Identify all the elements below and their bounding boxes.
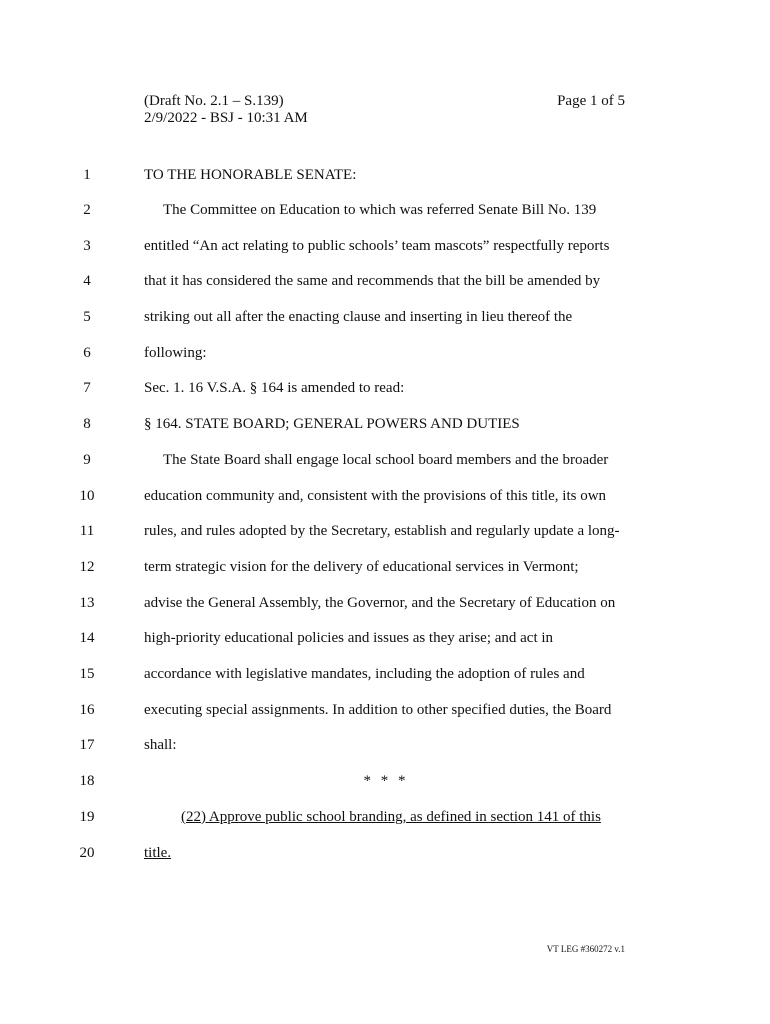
line-text: striking out all after the enacting clause and inserting in lieu thereof the <box>144 309 573 325</box>
line-number: 12 <box>79 559 95 575</box>
inserted-text: (22) Approve public school branding, as defined in section 141 of this <box>181 809 601 825</box>
document-line <box>0 556 770 578</box>
document-line <box>0 377 770 399</box>
line-number: 5 <box>83 309 91 325</box>
document-line <box>0 235 770 257</box>
line-number: 11 <box>79 523 95 539</box>
line-text: high-priority educational policies and issues as they arise; and act in <box>144 630 554 646</box>
document-line <box>0 485 770 507</box>
line-text: term strategic vision for the delivery of educational services in Vermont; <box>144 559 579 575</box>
line-text: education community and, consistent with the provisions of this title, its own <box>144 488 607 504</box>
line-number: 13 <box>79 595 95 611</box>
line-text: Sec. 1. 16 V.S.A. § 164 is amended to read: <box>144 380 405 396</box>
line-number: 4 <box>83 273 91 289</box>
line-text: advise the General Assembly, the Governor, and the Secretary of Education on <box>144 595 616 611</box>
line-text: following: <box>144 345 207 361</box>
line-number: 3 <box>83 238 91 254</box>
page-number: Page 1 of 5 <box>557 93 625 109</box>
document-line <box>0 627 770 649</box>
line-text: TO THE HONORABLE SENATE: <box>144 167 357 183</box>
line-text: entitled “An act relating to public schools’ team mascots” respectfully reports <box>144 238 610 254</box>
line-number: 20 <box>79 845 95 861</box>
document-line <box>0 806 770 828</box>
inserted-text: title. <box>144 845 172 861</box>
line-text: rules, and rules adopted by the Secretary, establish and regularly update a long- <box>144 523 620 539</box>
section-break: * * * <box>363 773 409 789</box>
document-line <box>0 842 770 864</box>
line-number: 2 <box>83 202 91 218</box>
line-text: executing special assignments. In addition to other specified duties, the Board <box>144 702 612 718</box>
line-number: 19 <box>79 809 95 825</box>
draft-header <box>144 93 308 127</box>
line-number: 10 <box>79 488 95 504</box>
section-heading: § 164. STATE BOARD; GENERAL POWERS AND DUTIES <box>144 416 520 432</box>
line-number: 15 <box>79 666 95 682</box>
line-number: 16 <box>79 702 95 718</box>
line-number: 7 <box>83 380 91 396</box>
line-number: 1 <box>83 167 91 183</box>
line-number: 6 <box>83 345 91 361</box>
line-text: accordance with legislative mandates, including the adoption of rules and <box>144 666 585 682</box>
document-line <box>0 413 770 435</box>
document-line <box>0 699 770 721</box>
line-text: shall: <box>144 737 177 753</box>
document-line <box>0 734 770 756</box>
document-footer-code: VT LEG #360272 v.1 <box>546 944 625 954</box>
document-line <box>0 449 770 471</box>
line-number: 17 <box>79 737 95 753</box>
line-text: The Committee on Education to which was referred Senate Bill No. 139 <box>163 202 597 218</box>
document-line <box>0 164 770 186</box>
document-line <box>0 199 770 221</box>
document-line <box>0 592 770 614</box>
line-number: 18 <box>79 773 95 789</box>
document-line <box>0 770 770 792</box>
document-line <box>0 520 770 542</box>
draft-date: 2/9/2022 - BSJ - 10:31 AM <box>144 110 308 126</box>
document-line <box>0 306 770 328</box>
document-line <box>0 342 770 364</box>
document-line <box>0 270 770 292</box>
line-text: The State Board shall engage local school board members and the broader <box>163 452 609 468</box>
draft-number: (Draft No. 2.1 – S.139) <box>144 93 284 109</box>
line-number: 9 <box>83 452 91 468</box>
document-line <box>0 663 770 685</box>
line-number: 8 <box>83 416 91 432</box>
line-text: that it has considered the same and recommends that the bill be amended by <box>144 273 601 289</box>
line-number: 14 <box>79 630 95 646</box>
